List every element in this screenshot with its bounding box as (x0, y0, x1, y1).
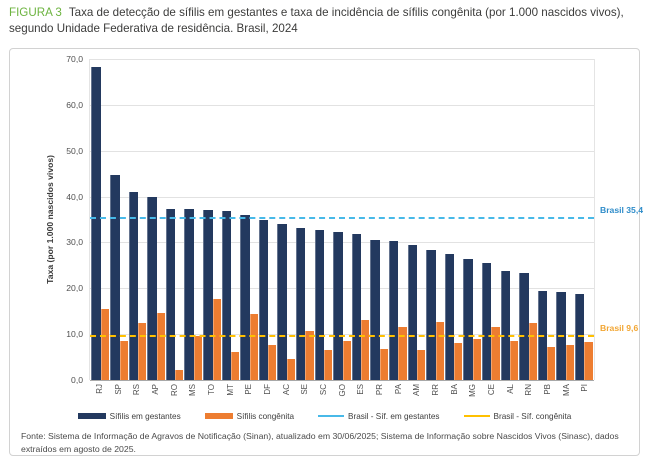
x-tick-label: RN (524, 384, 534, 396)
bar-gestantes-ap (147, 197, 156, 380)
gridline (90, 380, 594, 381)
bar-congenita-ap (157, 313, 165, 380)
x-tick-label: RR (430, 384, 440, 396)
bar-congenita-df (268, 345, 276, 380)
bar-gestantes-am (408, 245, 417, 380)
bar-group-mg (463, 59, 482, 380)
bar-group-pb (537, 59, 556, 380)
bar-group-ce (481, 59, 500, 380)
x-tick-ro (165, 381, 184, 406)
bar-gestantes-mt (222, 211, 231, 380)
bar-congenita-rr (436, 322, 444, 380)
x-tick-ac (277, 381, 296, 406)
figure-caption: Taxa de detecção de sífilis em gestantes e taxa de incidência de sífilis congênita (por 1.000 nascidos vivos), segundo Unidade Federativa de residência. Brasil, 2024 (9, 6, 624, 36)
y-tick-label: 40,0 (66, 191, 83, 202)
bar-group-rs (128, 59, 147, 380)
x-tick-pb (538, 381, 557, 406)
bar-congenita-ba (454, 343, 462, 380)
bar-gestantes-pa (389, 241, 398, 380)
legend-label: Brasil - Síf. congênita (493, 411, 572, 421)
figure-title (9, 5, 637, 38)
bar-congenita-to (213, 299, 221, 380)
bar-group-pe (240, 59, 259, 380)
bar-gestantes-rr (426, 250, 435, 380)
bar-gestantes-ba (445, 254, 454, 380)
x-tick-ma (557, 381, 576, 406)
x-axis-labels (89, 381, 595, 406)
legend-item-3 (464, 412, 572, 421)
bar-gestantes-ms (184, 209, 193, 380)
y-axis-title: Taxa (por 1.000 nascidos vivos) (45, 155, 55, 284)
reference-line-label-congenita: Brasil 9,6 (600, 322, 639, 333)
legend-item-1 (205, 412, 294, 421)
legend-line-icon (318, 415, 344, 417)
x-tick-label: PA (393, 384, 403, 395)
bar-congenita-ma (566, 345, 574, 380)
x-tick-label: TO (206, 384, 216, 395)
bar-group-mt (221, 59, 240, 380)
bar-congenita-pr (380, 349, 388, 380)
x-tick-label: PB (542, 384, 552, 395)
x-tick-ce (482, 381, 501, 406)
x-tick-label: DF (262, 384, 272, 395)
x-tick-se (295, 381, 314, 406)
x-tick-es (351, 381, 370, 406)
bar-congenita-pi (584, 342, 592, 380)
bar-gestantes-pr (370, 240, 379, 380)
x-tick-rs (127, 381, 146, 406)
x-tick-am (407, 381, 426, 406)
bar-group-al (500, 59, 519, 380)
x-tick-label: PR (374, 384, 384, 396)
reference-line-gestantes (90, 217, 594, 219)
x-tick-label: AL (505, 384, 515, 394)
x-tick-to (202, 381, 221, 406)
x-tick-al (501, 381, 520, 406)
x-tick-go (333, 381, 352, 406)
bar-group-rj (91, 59, 110, 380)
x-tick-label: BA (449, 384, 459, 395)
x-tick-label: AP (150, 384, 160, 395)
x-tick-pa (389, 381, 408, 406)
x-tick-label: AM (412, 384, 422, 396)
x-tick-label: PI (580, 384, 590, 392)
bar-congenita-se (305, 331, 313, 380)
figure-label: FIGURA 3 (9, 6, 62, 19)
bar-gestantes-es (352, 234, 361, 380)
bar-congenita-pb (547, 347, 555, 380)
y-tick-label: 30,0 (66, 237, 83, 248)
bar-group-pr (370, 59, 389, 380)
bar-gestantes-rn (519, 273, 528, 380)
x-tick-pr (370, 381, 389, 406)
reference-line-congenita (90, 335, 594, 337)
bar-gestantes-se (296, 228, 305, 380)
x-tick-label: RS (132, 384, 142, 396)
bar-gestantes-go (333, 232, 342, 380)
bar-gestantes-df (259, 220, 268, 380)
x-tick-ba (445, 381, 464, 406)
bar-gestantes-ac (277, 224, 286, 380)
legend-box-icon (78, 413, 106, 419)
bar-congenita-al (510, 341, 518, 380)
bar-congenita-ms (194, 336, 202, 380)
legend-label: Brasil - Síf. em gestantes (348, 411, 440, 421)
chart-panel (9, 48, 643, 456)
bar-group-ms (184, 59, 203, 380)
legend-item-2 (318, 412, 439, 421)
x-tick-rj (90, 381, 109, 406)
x-tick-label: SP (113, 384, 123, 395)
bar-gestantes-pi (575, 294, 584, 380)
x-tick-label: RO (169, 384, 179, 396)
bar-congenita-sp (120, 341, 128, 380)
bar-congenita-rn (529, 323, 537, 380)
y-tick-label: 60,0 (66, 99, 83, 110)
bar-congenita-mg (473, 339, 481, 380)
bar-congenita-ac (287, 359, 295, 380)
y-tick-label: 0,0 (71, 375, 83, 385)
bar-gestantes-al (501, 271, 510, 380)
x-tick-ap (146, 381, 165, 406)
x-tick-mg (463, 381, 482, 406)
bar-group-am (407, 59, 426, 380)
bar-group-ap (147, 59, 166, 380)
bars (90, 59, 594, 380)
x-tick-rn (519, 381, 538, 406)
bar-congenita-es (361, 320, 369, 380)
bar-gestantes-sp (110, 175, 119, 380)
bar-group-sp (110, 59, 129, 380)
bar-group-df (258, 59, 277, 380)
y-tick-label: 50,0 (66, 145, 83, 156)
x-tick-rr (426, 381, 445, 406)
bar-group-pa (389, 59, 408, 380)
reference-line-label-gestantes: Brasil 35,4 (600, 204, 643, 215)
legend-item-0 (78, 412, 181, 421)
bar-group-pi (574, 59, 593, 380)
legend-label: Sífilis em gestantes (109, 411, 181, 421)
bar-group-ac (277, 59, 296, 380)
bar-gestantes-rs (129, 192, 138, 380)
legend (10, 409, 639, 423)
x-tick-sc (314, 381, 333, 406)
bar-congenita-rs (138, 323, 146, 380)
x-tick-label: MG (468, 384, 478, 397)
bar-gestantes-rj (91, 67, 100, 380)
bar-congenita-go (343, 341, 351, 380)
bar-gestantes-pe (240, 215, 249, 380)
bar-group-ro (165, 59, 184, 380)
bar-group-sc (314, 59, 333, 380)
bar-group-ba (444, 59, 463, 380)
bar-gestantes-sc (315, 230, 324, 380)
x-tick-label: SC (318, 384, 328, 396)
y-tick-label: 10,0 (66, 329, 83, 340)
bar-gestantes-mg (463, 259, 472, 380)
x-tick-label: SE (300, 384, 310, 395)
bar-congenita-mt (231, 352, 239, 380)
x-tick-label: RJ (94, 384, 104, 394)
legend-box-icon (205, 413, 233, 419)
x-tick-label: AC (281, 384, 291, 396)
x-tick-label: PE (244, 384, 254, 395)
bar-group-to (203, 59, 222, 380)
x-tick-label: GO (337, 384, 347, 397)
bar-group-rn (519, 59, 538, 380)
y-tick-label: 20,0 (66, 283, 83, 294)
x-tick-label: ES (356, 384, 366, 395)
x-tick-df (258, 381, 277, 406)
x-tick-label: MS (188, 384, 198, 396)
x-tick-ms (183, 381, 202, 406)
x-tick-pe (239, 381, 258, 406)
bar-congenita-ro (175, 370, 183, 380)
bar-congenita-rj (101, 309, 109, 380)
bar-group-rr (426, 59, 445, 380)
plot-area (66, 54, 643, 385)
x-tick-label: MA (561, 384, 571, 396)
x-tick-sp (109, 381, 128, 406)
legend-label: Sífilis congênita (236, 411, 295, 421)
x-tick-mt (221, 381, 240, 406)
bar-congenita-am (417, 350, 425, 380)
x-tick-pi (575, 381, 594, 406)
bar-group-es (351, 59, 370, 380)
x-tick-label: MT (225, 384, 235, 396)
bar-gestantes-ce (482, 263, 491, 380)
x-tick-label: CE (486, 384, 496, 396)
bar-gestantes-ro (166, 209, 175, 380)
bar-gestantes-to (203, 210, 212, 380)
bar-congenita-pe (250, 314, 258, 380)
bar-group-go (333, 59, 352, 380)
bar-group-se (296, 59, 315, 380)
bar-group-ma (556, 59, 575, 380)
bar-congenita-sc (324, 350, 332, 380)
source-note: Fonte: Sistema de Informação de Agravos de Notificação (Sinan), atualizado em 30/06/2025; Sistema de Informação sobre Nascidos Vivos (Sinasc), dados extraídos em agosto de 2025. (21, 431, 619, 455)
legend-line-icon (464, 415, 490, 417)
y-tick-label: 70,0 (66, 54, 83, 64)
